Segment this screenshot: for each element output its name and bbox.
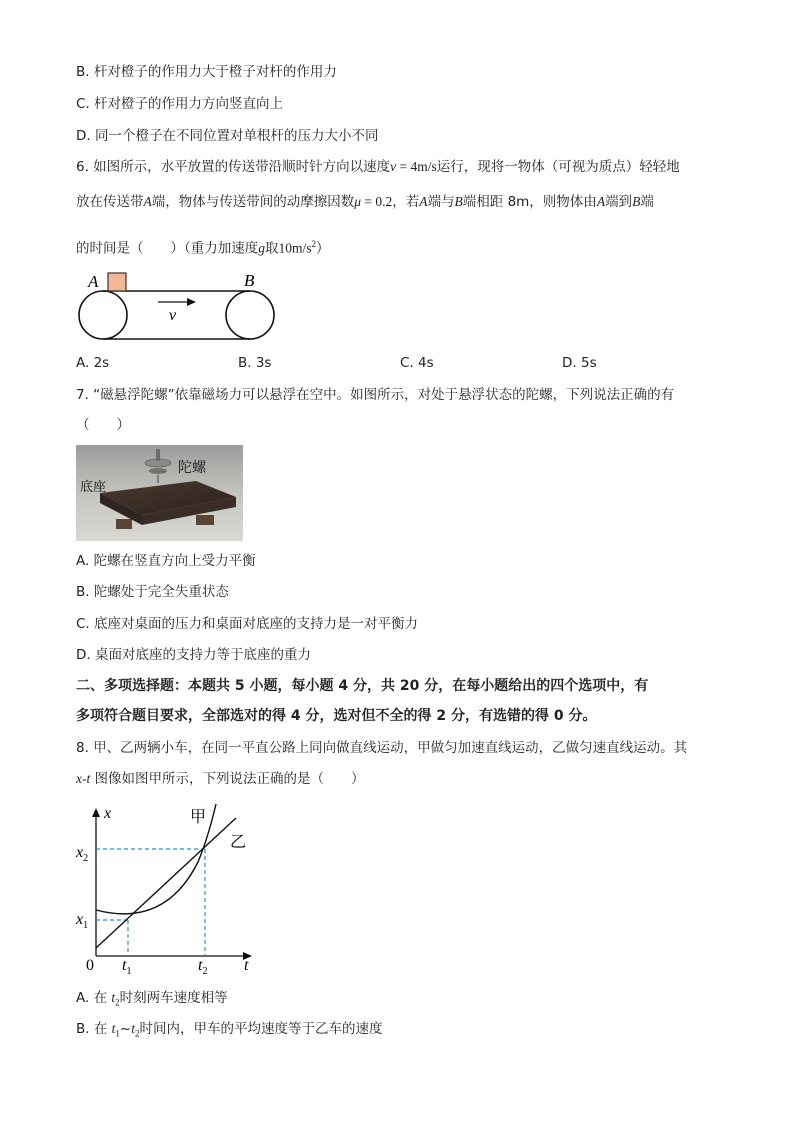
photo-label-top: 陀螺 xyxy=(178,460,206,476)
q5-option-d: D. 同一个橙子在不同位置对单根杆的压力大小不同 xyxy=(76,128,379,144)
label-origin: 0 xyxy=(86,957,94,974)
label-yi: 乙 xyxy=(230,832,247,851)
base-foot-left xyxy=(116,519,132,529)
spinning-top-disc xyxy=(149,468,167,474)
q7-option-a: A. 陀螺在竖直方向上受力平衡 xyxy=(76,553,256,569)
arrow-head-icon xyxy=(187,298,196,306)
q5-option-b: B. 杆对橙子的作用力大于橙子对杆的作用力 xyxy=(76,64,337,80)
x-axis-arrow-icon xyxy=(92,808,100,817)
section2-heading-line2: 多项符合题目要求，全部选对的得 4 分，选对但不全的得 2 分，有选错的得 0 分。 xyxy=(76,708,597,724)
label-x1: $x_1$ xyxy=(76,911,89,931)
q6-option-a: A. 2s xyxy=(76,355,110,371)
label-t: t xyxy=(244,957,249,974)
q8-stem-line2: x-t 图像如图甲所示，下列说法正确的是（ ） xyxy=(76,771,365,787)
q6-option-c: C. 4s xyxy=(400,355,434,371)
q6-stem-line1: 6. 如图所示，水平放置的传送带沿顺时针方向以速度v = 4m/s运行，现将一物体（可视为质点）轻轻地 xyxy=(76,159,680,175)
q6-stem-line2: 放在传送带A端，物体与传送带间的动摩擦因数μ = 0.2，若A端与B端相距 8m，则物体由A端到B端 xyxy=(76,194,654,210)
label-t2: $t_2$ xyxy=(198,957,208,977)
q5-option-c: C. 杆对橙子的作用力方向竖直向上 xyxy=(76,96,284,112)
q8-option-b: B. 在 $t_1\sim t_2$时间内，甲车的平均速度等于乙车的速度 xyxy=(76,1021,383,1039)
label-a: A xyxy=(88,272,99,291)
spinning-top-spindle xyxy=(156,449,160,461)
left-pulley xyxy=(79,291,127,339)
q7-option-c: C. 底座对桌面的压力和桌面对底座的支持力是一对平衡力 xyxy=(76,616,419,632)
conveyor-belt-figure xyxy=(70,265,285,345)
label-b: B xyxy=(244,271,255,290)
q7-stem-line1: 7. “磁悬浮陀螺”依靠磁场力可以悬浮在空中。如图所示，对处于悬浮状态的陀螺，下列说法正确的有 xyxy=(76,387,675,403)
line-yi xyxy=(96,818,236,948)
xt-graph xyxy=(70,800,270,980)
q7-option-b: B. 陀螺处于完全失重状态 xyxy=(76,584,229,600)
q6-option-d: D. 5s xyxy=(562,355,597,371)
label-v: v xyxy=(169,307,177,324)
label-x2: $x_2$ xyxy=(76,844,89,864)
section2-heading-line1: 二、多项选择题：本题共 5 小题，每小题 4 分，共 20 分，在每小题给出的四个选项中，有 xyxy=(76,678,649,694)
q7-stem-line2: （ ） xyxy=(76,417,130,433)
label-jia: 甲 xyxy=(190,807,207,826)
q7-option-d: D. 桌面对底座的支持力等于底座的重力 xyxy=(76,647,311,663)
label-t1: $t_1$ xyxy=(122,957,132,977)
object-block xyxy=(108,273,126,291)
q8-option-a: A. 在 $t_2$时刻两车速度相等 xyxy=(76,990,228,1008)
q6-stem-line3: 的时间是（ ）（重力加速度g取$10m/s^2$） xyxy=(76,239,330,257)
maglev-top-photo xyxy=(76,445,243,541)
label-x: x xyxy=(104,805,112,822)
q8-stem-line1: 8. 甲、乙两辆小车，在同一平直公路上同向做直线运动，甲做匀加速直线运动，乙做匀速直线运动。其 xyxy=(76,740,688,756)
q6-option-b: B. 3s xyxy=(238,355,272,371)
base-foot-right xyxy=(196,515,214,525)
photo-label-base: 底座 xyxy=(80,480,107,495)
right-pulley xyxy=(226,291,274,339)
